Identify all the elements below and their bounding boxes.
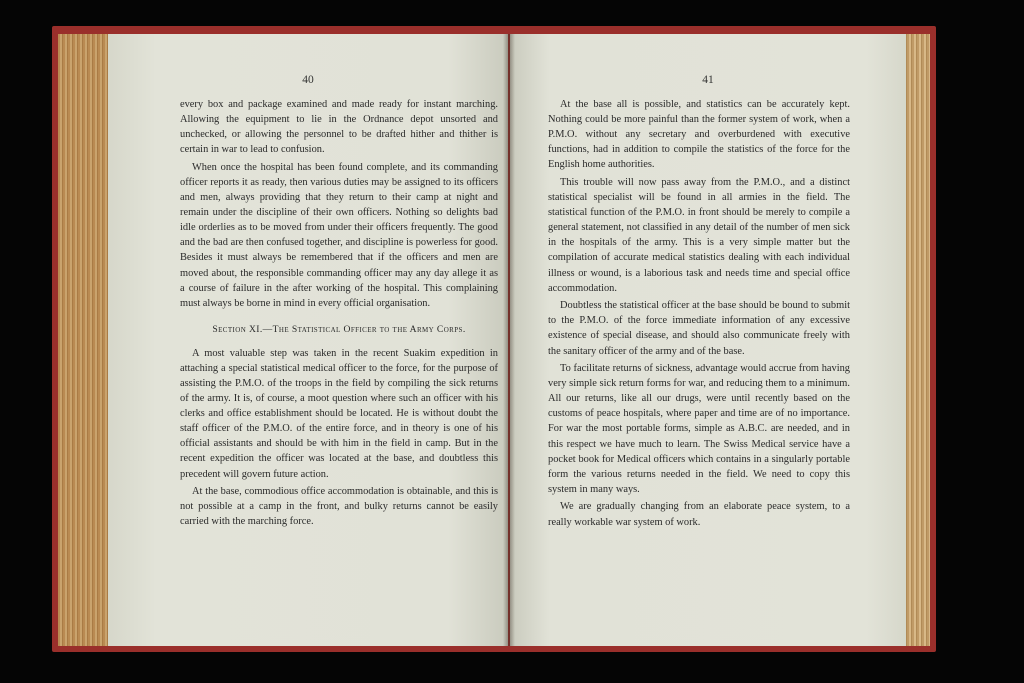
left-page: [108, 34, 508, 646]
page-edges-right: [902, 34, 930, 646]
paragraph: A most valuable step was taken in the recent Suakim expedition in attaching a special statistical medical officer to the force, for the purpose of assisting the P.M.O. of the troops in the field by compiling the sick returns of the army. It is, of course, a moot question where such an officer with his clerks and office establishment should be located. He is without doubt the staff officer of the P.M.O. of the entire force, and in theory is one of his official assistants and should be with him in the field in camp. But in the recent expedition the officer was located at the base, and doubtless this precedent will govern future action.: [180, 347, 498, 480]
page-text: [180, 97, 498, 532]
paragraph: We are gradually changing from an elaborate peace system, to a really workable war system of work.: [548, 501, 850, 528]
page-text: [548, 97, 850, 532]
right-page: [510, 34, 906, 646]
paragraph: This trouble will now pass away from the P.M.O., and a distinct statistical specialist will be found in all armies in the field. The statistical function of the P.M.O. in front should be merely to compile a general statement, not classified in any detail of the number of men sick in the hospitals of the army. This is a very simple matter but the compilation of accurate medical statistics dealing with each individual illness or wound, is a laborious task and needs time and special office accommodation.: [548, 176, 850, 294]
paragraph: To facilitate returns of sickness, advantage would accrue from having very simple sick return forms for war, and reducing them to a minimum. All our returns, like all our drugs, were until recently based on the customs of peace hospitals, where paper and time are of no importance. For war the most portable forms, simple as A.B.C. are needed, and in this respect we have much to learn. The Swiss Medical service have a pocket book for Medical officers which contains in a singularly portable form the various returns needed in the field. We need to copy this system in many ways.: [548, 363, 850, 495]
section-heading: Section XI.—The Statistical Officer to the Army Corps.: [212, 323, 466, 335]
page-number: 40: [302, 74, 314, 86]
paragraph: every box and package examined and made ready for instant marching. Allowing the equipment to lie in the Ordnance depot unsorted and unchecked, or allowing the personnel to be drafted hither and thither is certain in war to lead to confusion.: [180, 99, 498, 156]
paragraph: When once the hospital has been found complete, and its commanding officer reports it as ready, then various duties may be assigned to its officers and men, always providing that they return to their camp at night and remain under the discipline of their own officers. Nothing so delights bad idle orderlies as to be moved from under their officers frequently. The good and the bad are then confused together, and discipline is powerless for good. Besides it must always be remembered that if the officers and men are moved about, the responsible commanding officer may any day allege it as a course of failure in the after working of the hospital. This complaining must always be borne in mind in every official organisation.: [180, 161, 498, 309]
page-number: 41: [702, 74, 714, 86]
paragraph: At the base all is possible, and statistics can be accurately kept. Nothing could be more painful than the former system of work, when a P.M.O. without any secretary and overburdened with executive functions, had in addition to compile the statistics of the force for the English home authorities.: [548, 99, 850, 171]
book-gutter: [503, 34, 515, 646]
paragraph: At the base, commodious office accommodation is obtainable, and this is not possible at a camp in the front, and bulky returns cannot be easily carried with the marching force.: [180, 486, 498, 528]
page-edges-left: [58, 34, 112, 646]
paragraph: Doubtless the statistical officer at the base should be bound to submit to the P.M.O. of the force immediate information of any excessive existence of special disease, and should also communicate freely with the sanitary officer of the army and of the base.: [548, 300, 850, 357]
